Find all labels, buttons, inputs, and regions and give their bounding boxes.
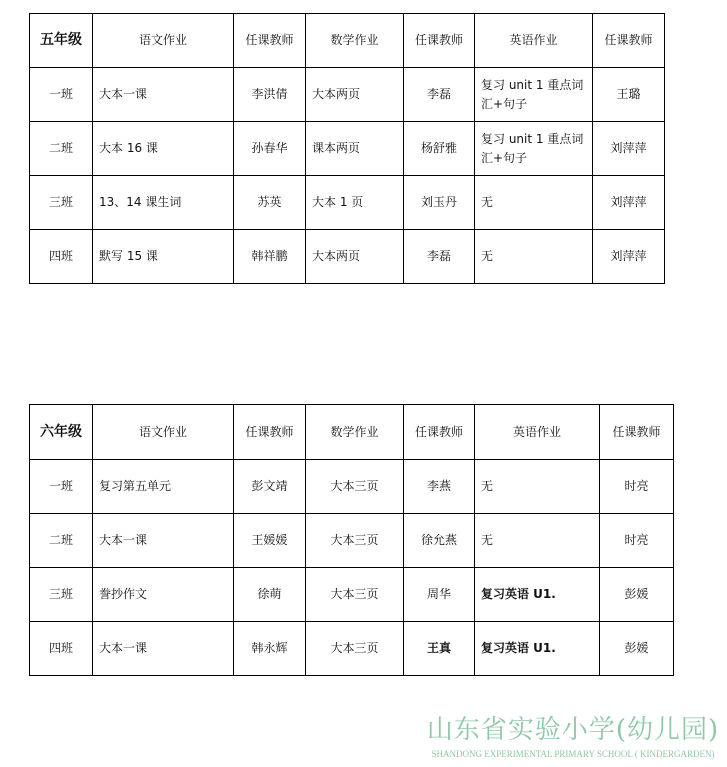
chinese-homework: 复习第五单元 [93, 460, 234, 514]
english-homework: 复习 unit 1 重点词汇+句子 [475, 68, 593, 122]
chinese-homework: 誊抄作文 [93, 568, 234, 622]
chinese-homework-header: 语文作业 [93, 14, 234, 68]
chinese-teacher: 孙春华 [234, 122, 306, 176]
class-name: 四班 [30, 622, 93, 676]
class-name: 一班 [30, 460, 93, 514]
chinese-homework: 大本 16 课 [93, 122, 234, 176]
table-row [30, 122, 665, 176]
chinese-teacher: 徐萌 [234, 568, 306, 622]
math-teacher: 刘玉丹 [404, 176, 475, 230]
math-homework: 大本两页 [306, 68, 404, 122]
grade6-homework-table [29, 404, 674, 676]
chinese-teacher-header: 任课教师 [234, 405, 306, 460]
chinese-homework: 大本一课 [93, 514, 234, 568]
school-watermark-logo [424, 712, 722, 764]
english-teacher: 彭媛 [600, 622, 674, 676]
math-homework: 大本三页 [306, 622, 404, 676]
class-name: 三班 [30, 568, 93, 622]
math-homework: 大本两页 [306, 230, 404, 284]
math-homework: 大本 1 页 [306, 176, 404, 230]
english-teacher-header: 任课教师 [600, 405, 674, 460]
english-teacher: 刘萍萍 [593, 122, 665, 176]
math-homework: 大本三页 [306, 460, 404, 514]
chinese-teacher: 韩永辉 [234, 622, 306, 676]
math-teacher-header: 任课教师 [404, 405, 475, 460]
table-header-row [30, 405, 674, 460]
english-homework: 复习英语 U1. [475, 622, 600, 676]
math-homework: 课本两页 [306, 122, 404, 176]
math-teacher: 李燕 [404, 460, 475, 514]
math-teacher: 李磊 [404, 68, 475, 122]
english-homework: 无 [475, 514, 600, 568]
chinese-teacher: 韩祥鹏 [234, 230, 306, 284]
math-teacher: 王真 [404, 622, 475, 676]
chinese-homework: 大本一课 [93, 622, 234, 676]
english-homework: 无 [475, 460, 600, 514]
math-teacher: 杨舒雅 [404, 122, 475, 176]
english-homework: 无 [475, 230, 593, 284]
math-teacher-header: 任课教师 [404, 14, 475, 68]
english-homework: 复习 unit 1 重点词汇+句子 [475, 122, 593, 176]
class-name: 四班 [30, 230, 93, 284]
math-homework: 大本三页 [306, 568, 404, 622]
chinese-teacher-header: 任课教师 [234, 14, 306, 68]
chinese-homework: 13、14 课生词 [93, 176, 234, 230]
chinese-teacher: 苏英 [234, 176, 306, 230]
english-teacher: 时亮 [600, 514, 674, 568]
table-row [30, 460, 674, 514]
english-homework-header: 英语作业 [475, 14, 593, 68]
table-row [30, 176, 665, 230]
class-name: 三班 [30, 176, 93, 230]
class-name: 一班 [30, 68, 93, 122]
chinese-homework: 默写 15 课 [93, 230, 234, 284]
chinese-homework-header: 语文作业 [93, 405, 234, 460]
math-homework: 大本三页 [306, 514, 404, 568]
english-teacher: 王璐 [593, 68, 665, 122]
grade-label: 六年级 [30, 405, 93, 460]
table-row [30, 568, 674, 622]
english-homework: 无 [475, 176, 593, 230]
english-teacher-header: 任课教师 [593, 14, 665, 68]
table-row [30, 230, 665, 284]
class-name: 二班 [30, 514, 93, 568]
english-teacher: 彭媛 [600, 568, 674, 622]
english-teacher: 刘萍萍 [593, 230, 665, 284]
math-teacher: 周华 [404, 568, 475, 622]
english-teacher: 时亮 [600, 460, 674, 514]
chinese-homework: 大本一课 [93, 68, 234, 122]
class-name: 二班 [30, 122, 93, 176]
table-row [30, 68, 665, 122]
table-row [30, 622, 674, 676]
english-homework-header: 英语作业 [475, 405, 600, 460]
english-homework: 复习英语 U1. [475, 568, 600, 622]
math-teacher: 徐允燕 [404, 514, 475, 568]
school-name-chinese: 山东省实验小学(幼儿园) [426, 715, 720, 745]
chinese-teacher: 李洪倩 [234, 68, 306, 122]
chinese-teacher: 王媛媛 [234, 514, 306, 568]
table-header-row [30, 14, 665, 68]
grade5-homework-table [29, 13, 665, 284]
school-name-english: SHANDONG EXPERIMENTAL PRIMARY SCHOOL ( KINDERGARDEN) [431, 749, 715, 759]
math-teacher: 李磊 [404, 230, 475, 284]
math-homework-header: 数学作业 [306, 14, 404, 68]
chinese-teacher: 彭文靖 [234, 460, 306, 514]
math-homework-header: 数学作业 [306, 405, 404, 460]
grade-label: 五年级 [30, 14, 93, 68]
table-row [30, 514, 674, 568]
english-teacher: 刘萍萍 [593, 176, 665, 230]
